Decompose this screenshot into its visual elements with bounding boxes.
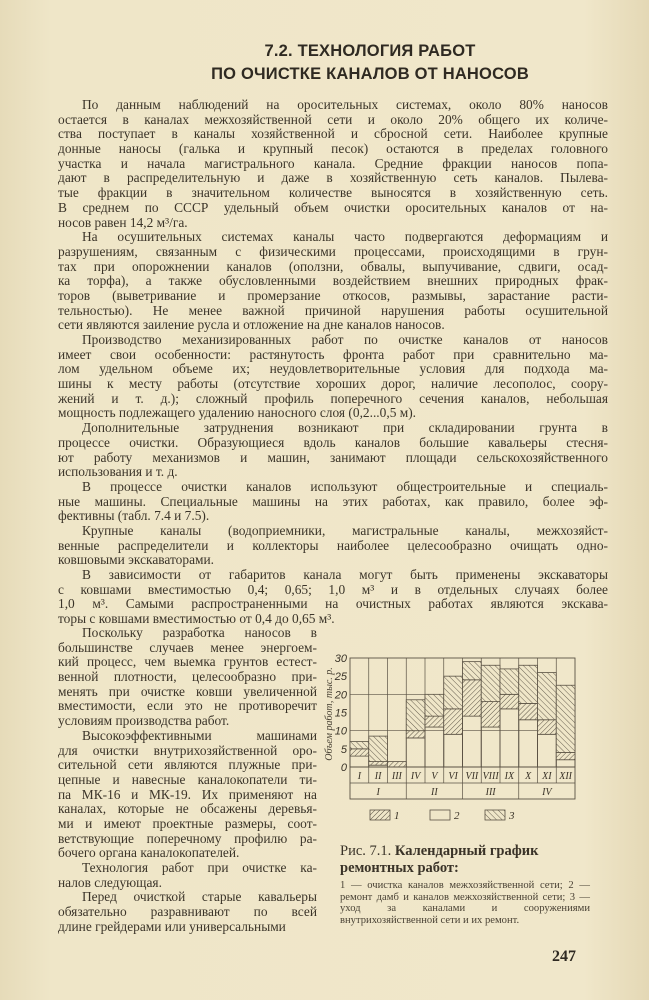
text-line: имеет свои особенности: растянутость фронта работ при сравнительно ма-	[58, 347, 608, 362]
text-line: Технология работ при очистке ка-	[82, 861, 317, 875]
month-label: VI	[448, 771, 458, 782]
bar-segment-series-2	[350, 756, 369, 767]
section-heading-line-1: 7.2. ТЕХНОЛОГИЯ РАБОТ	[264, 42, 476, 60]
text-line: длине грейдерами или универсальными	[58, 919, 286, 934]
text-line: торов (выветривание и промерзание откосов, размывы, зарастание расти-	[58, 288, 608, 303]
text-line: лом удельном объеме их; неудовлетворительные условия для подхода ма-	[58, 362, 608, 377]
text-line: процессе очистки. Образующиеся вдоль каналов большие кавальеры стесня-	[58, 435, 608, 450]
bar-segment-series-3	[556, 685, 575, 752]
bar-segment-series-2	[500, 709, 519, 767]
text-line: большинстве случаев менее энергоем-	[58, 640, 317, 655]
bar-segment-series-1	[425, 716, 444, 727]
text-line: ют работу механизмов и машин, занимают площади сельскохозяйственного	[58, 450, 608, 465]
text-line: обязательно разравнивают по всей	[58, 905, 317, 920]
bar-segment-series-3	[406, 700, 425, 731]
bar-segment-series-2	[444, 734, 463, 767]
y-tick-label: 20	[334, 689, 347, 702]
narrow-text-column	[58, 626, 317, 934]
month-label: III	[391, 771, 402, 782]
text-line: Производство механизированных работ по очистке каналов от наносов	[82, 333, 608, 347]
text-line: разрушениям, связанным с физическими процессами, происходящими в грун-	[58, 244, 608, 259]
bar-segment-series-3	[369, 736, 388, 761]
y-tick-label: 5	[340, 743, 347, 756]
month-label: I	[357, 771, 362, 782]
legend-swatch-2	[430, 810, 450, 820]
text-line: Высокоэффективными машинами	[82, 728, 317, 743]
bar-segment-series-1	[481, 702, 500, 727]
text-line: ства поступает в каналы хозяйственной и сбросной сети. Наиболее крупные	[58, 127, 608, 142]
text-line: Дополнительные затруднения возникают при складировании грунта в	[82, 421, 608, 436]
bar-segment-series-2	[481, 727, 500, 767]
legend-swatch-1	[370, 810, 390, 820]
month-label: VIII	[482, 771, 499, 782]
figure-title: Календарный график ремонтных работ:	[340, 843, 539, 876]
legend-label: 2	[454, 810, 460, 822]
month-label: XII	[559, 771, 573, 782]
month-label: II	[374, 771, 382, 782]
text-line: В зависимости от габаритов канала могут быть применены экскаваторы	[82, 568, 608, 582]
bar-segment-series-3	[463, 662, 482, 680]
text-line: остается в каналах межхозяйственной сети и около 20% общего их количе-	[58, 112, 608, 127]
text-line: менять при очистке ковши увеличенной	[58, 684, 317, 699]
quarter-label: IV	[542, 787, 552, 798]
legend-label: 3	[509, 810, 515, 822]
bar-segment-series-1	[500, 694, 519, 709]
text-line: донные наносы (галька и крупный песок) остаются в пределах головного	[58, 142, 608, 157]
y-tick-label: 0	[340, 762, 347, 774]
y-axis-label: Объем работ, тыс. р.	[324, 667, 335, 761]
bar-segment-series-3	[500, 669, 519, 694]
text-line: ветствующие поперечному профилю ра-	[58, 831, 317, 846]
bar-segment-series-1	[350, 749, 369, 756]
text-line: В среднем по СССР удельный объем очистки оросительных каналов от на-	[58, 200, 608, 215]
text-line: фективны (табл. 7.4 и 7.5).	[58, 509, 210, 524]
bar-segment-series-2	[406, 738, 425, 767]
calendar-chart	[322, 640, 590, 830]
text-line: шины к месту работы (отсутствие хороших дорог, наличие лесополос, соору-	[58, 377, 608, 392]
month-label: X	[525, 771, 532, 782]
legend-swatch-3	[485, 810, 505, 820]
bar-segment-series-2	[519, 720, 538, 767]
y-tick-label: 10	[334, 725, 347, 738]
month-label: V	[431, 771, 438, 782]
bar-segment-series-3	[425, 694, 444, 716]
bar-segment-series-2	[425, 727, 444, 767]
text-line: жений и т. д.); сложный профиль поперечного сечения каналов, небольшая	[58, 391, 608, 406]
section-heading-line-2: ПО ОЧИСТКЕ КАНАЛОВ ОТ НАНОСОВ	[211, 65, 529, 83]
bar-segment-series-3	[481, 665, 500, 701]
text-line: сети являются заиление русла и отложение на дне каналов наносов.	[58, 318, 445, 333]
bar-segment-series-1	[556, 752, 575, 759]
bar-segment-series-3	[519, 665, 538, 703]
bar-segment-series-3	[444, 676, 463, 709]
main-text-column	[58, 98, 608, 627]
page-number: 247	[552, 948, 576, 965]
text-line: Поскольку разработка наносов в	[82, 626, 317, 640]
y-tick-label: 25	[334, 671, 347, 684]
text-line: кий процесс, чем выемка грунтов естест-	[58, 655, 317, 670]
text-line: венной плотности, целесообразно при-	[58, 670, 317, 685]
bar-segment-series-2	[463, 716, 482, 767]
bar-segment-series-1	[369, 762, 388, 766]
text-line: вместимости, если это не противоречит	[58, 699, 317, 714]
figure-caption	[340, 843, 590, 877]
bar-segment-series-3	[350, 742, 369, 749]
text-line: сительной сети являются плужные при-	[58, 758, 317, 773]
bar-segment-series-1	[406, 731, 425, 738]
bar-segment-series-1	[463, 680, 482, 716]
text-line: па МК-16 и МК-19. Их применяют на	[58, 787, 317, 802]
quarter-label: III	[485, 787, 496, 798]
text-line: 1,0 м³. Самыми распространенными на очистных работах являются экскава-	[58, 597, 608, 612]
text-line: носов равен 14,2 м³/га.	[58, 215, 188, 230]
figure-legend-text: 1 — очистка каналов межхозяйственной сети; 2 — ремонт дамб и каналов межхозяйственной сети; 3 — уход за каналами и сооружениями внутрихозяйственной сети и их ремонт.	[340, 880, 590, 926]
text-line: для очистки внутрихозяйственной оро-	[58, 743, 317, 758]
quarter-label: II	[431, 787, 438, 798]
bar-segment-series-1	[519, 703, 538, 719]
text-line: тельностью). Не менее важной причиной нарушения работы осушительной	[58, 303, 608, 318]
text-line: Перед очисткой старые кавальеры	[82, 890, 317, 905]
bar-segment-series-1	[444, 709, 463, 734]
text-line: ковшовыми экскаваторами.	[58, 553, 215, 568]
text-line: тые фракции в значительном количестве выносятся в хозяйственную сеть.	[58, 186, 608, 201]
text-line: налов следующая.	[58, 875, 162, 890]
text-line: участка и начала магистрального канала. Средние фракции наносов попа-	[58, 156, 608, 171]
text-line: торы с ковшами вместимостью от 0,4 до 0,65 м³.	[58, 612, 335, 627]
figure-number: Рис. 7.1.	[340, 843, 392, 859]
text-line: мощность подлежащего удалению наносного слоя (0,2...0,5 м).	[58, 406, 417, 421]
text-line: По данным наблюдений на оросительных системах, около 80% наносов	[82, 98, 608, 112]
bar-segment-series-1	[538, 720, 557, 735]
text-line: использования и т. д.	[58, 465, 178, 480]
text-line: Крупные каналы (водоприемники, магистральные каналы, межхозяйст-	[82, 523, 608, 538]
bar-segment-series-2	[538, 734, 557, 767]
text-line: условиям производства работ.	[58, 714, 230, 729]
text-line: с ковшами вместимостью 0,4; 0,65; 1,0 м³ и в отдельных случаях более	[58, 582, 608, 597]
text-line: ка торфа), а также обусловленными воздействием внешних природных фрак-	[58, 274, 608, 289]
legend-label: 1	[394, 810, 400, 822]
bar-segment-series-2	[556, 760, 575, 767]
text-line: цепные и навесные каналокопатели ти-	[58, 772, 317, 787]
text-line: дают в распределительную и даже в хозяйственную сеть каналов. Пылева-	[58, 171, 608, 186]
text-line: В процессе очистки каналов используют общестроительные и специаль-	[82, 479, 608, 494]
month-label: XI	[542, 771, 552, 782]
bar-segment-series-1	[388, 762, 407, 767]
bar-segment-series-3	[538, 673, 557, 720]
text-line: ми и имеют проектные размеры, соот-	[58, 816, 317, 831]
text-line: венные распределители и коллекторы наиболее целесообразно очищать одно-	[58, 538, 608, 553]
figure-caption-block	[340, 843, 590, 926]
y-tick-label: 15	[334, 707, 347, 720]
text-line: тах при опорожнении каналов (оползни, обвалы, выпучивание, сдвиги, осад-	[58, 259, 608, 274]
text-line: бочего органа каналокопателей.	[58, 846, 240, 861]
y-tick-label: 30	[334, 653, 347, 665]
month-label: VII	[465, 771, 479, 782]
text-line: На осушительных системах каналы часто подвергаются деформациям и	[82, 230, 608, 245]
text-line: ные машины. Специальные машины на этих работах, как правило, более эф-	[58, 494, 608, 509]
month-label: IV	[410, 771, 421, 782]
quarter-label: I	[376, 787, 380, 798]
text-line: каналах, которые не обсажены деревья-	[58, 802, 317, 817]
month-label: IX	[504, 771, 515, 782]
